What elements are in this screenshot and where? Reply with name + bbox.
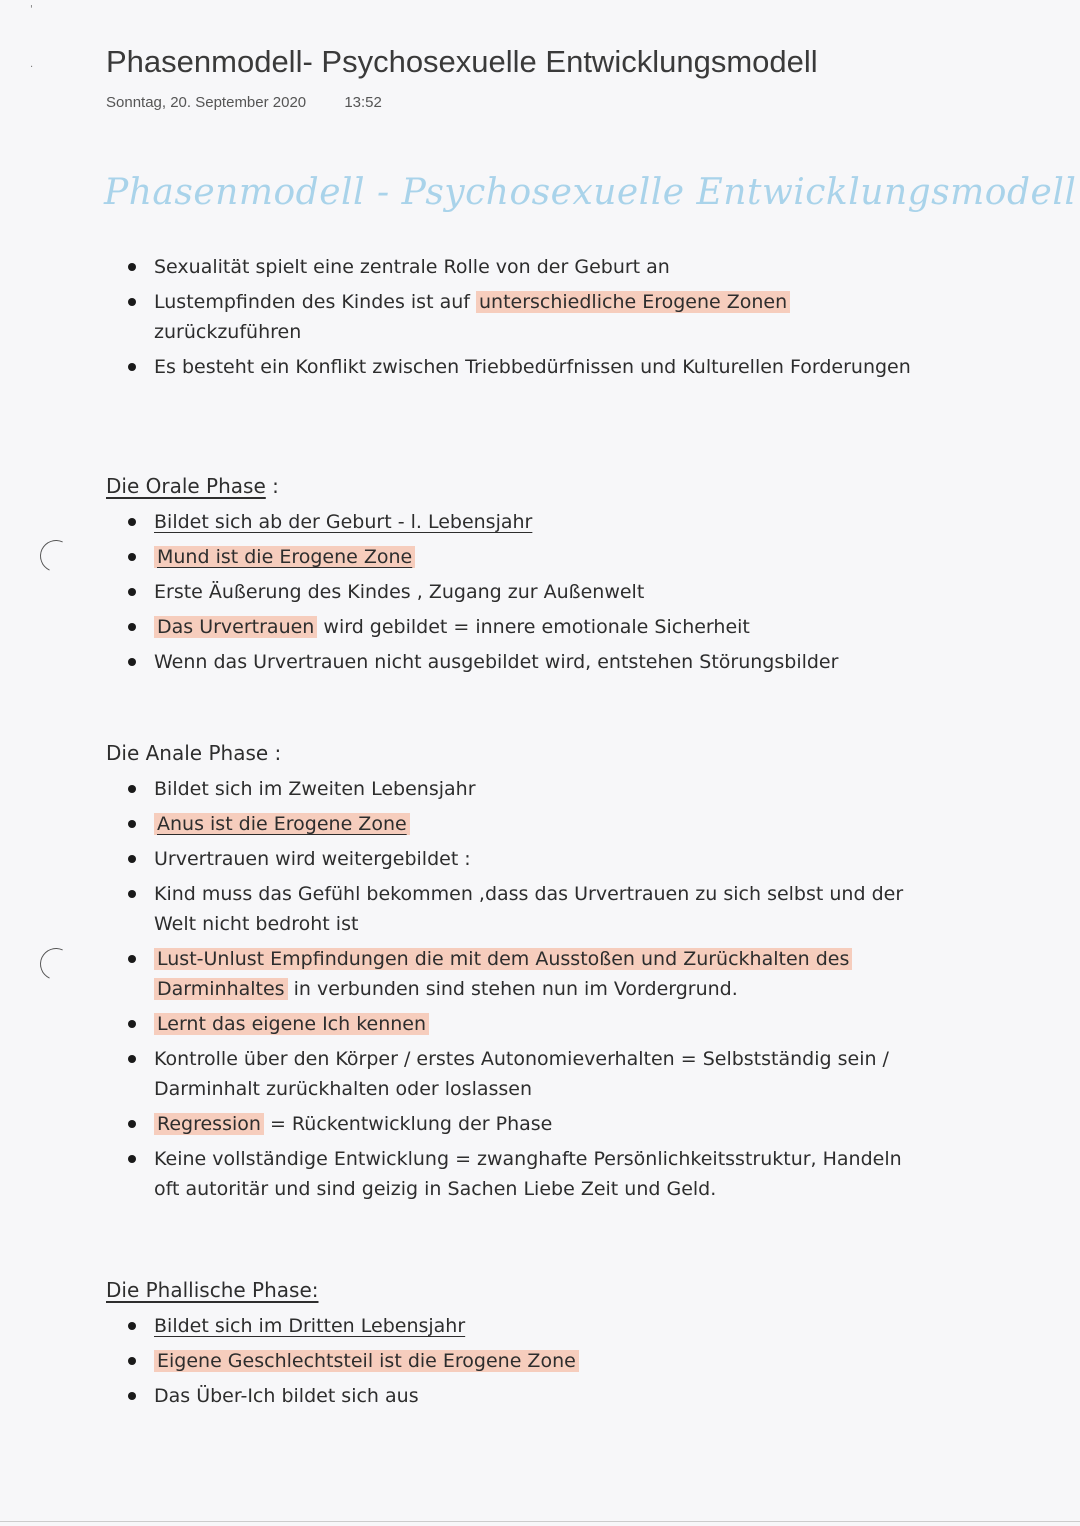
- punch-hole: [35, 943, 76, 984]
- highlight: Anus ist die Erogene Zone: [154, 813, 410, 835]
- edge-mark: ·: [30, 62, 34, 73]
- list-item: [106, 1109, 926, 1139]
- edge-mark: ': [30, 4, 33, 15]
- date-text: Sonntag, 20. September 2020: [106, 94, 307, 111]
- list-item: [106, 1144, 926, 1204]
- list-item-text: Bildet sich im Zweiten Lebensjahr: [154, 778, 476, 800]
- section-heading: [106, 1275, 926, 1305]
- phallic-phase-section: [106, 1275, 926, 1416]
- list-item: [106, 1044, 926, 1104]
- list-item: [106, 944, 926, 1004]
- list-item-text: = Rückentwicklung der Phase: [263, 1113, 553, 1135]
- list-item-text: Bildet sich im Dritten Lebensjahr: [154, 1315, 466, 1337]
- section-heading: Die Anale Phase :: [106, 741, 282, 765]
- list-item: [106, 507, 926, 537]
- page-title: Phasenmodell- Psychosexuelle Entwicklungsmodell: [106, 44, 818, 79]
- page-meta: [106, 94, 382, 111]
- highlight: Mund ist die Erogene Zone: [154, 546, 415, 568]
- page-edge: [0, 1521, 1080, 1522]
- heading-suffix: :: [265, 474, 279, 498]
- list-item: [106, 1009, 926, 1039]
- highlight: unterschiedliche Erogene Zonen: [476, 291, 790, 313]
- list-item-text: Urvertrauen wird weitergebildet :: [154, 848, 471, 870]
- list-item: [106, 287, 926, 347]
- list-item-text: Kind muss das Gefühl bekommen ,dass das Urvertrauen zu sich selbst und der Welt nicht bedroht ist: [154, 883, 904, 935]
- list-item: [106, 612, 926, 642]
- list-item: [106, 352, 926, 382]
- list-item-text: Das Über-Ich bildet sich aus: [154, 1385, 419, 1407]
- list-item-text: Bildet sich ab der Geburt - l. Lebensjahr: [154, 511, 533, 533]
- list-item: [106, 774, 926, 804]
- heading-text: Die Phallische Phase:: [106, 1278, 319, 1302]
- intro-list: [106, 252, 926, 382]
- list-item-text: Sexualität spielt eine zentrale Rolle von der Geburt an: [154, 256, 670, 278]
- anal-list: [106, 774, 926, 1204]
- list-item: [106, 1381, 926, 1411]
- list-item: [106, 809, 926, 839]
- list-item-text: Erste Äußerung des Kindes , Zugang zur Außenwelt: [154, 581, 645, 603]
- highlight: Lust-Unlust Empfindungen die mit dem Ausstoßen und Zurückhalten des Darminhaltes: [154, 948, 852, 1000]
- handwritten-title: Phasenmodell - Psychosexuelle Entwicklungsmodell: [104, 172, 1077, 213]
- list-item: [106, 844, 926, 874]
- list-item: [106, 252, 926, 282]
- list-item-text: wird gebildet = innere emotionale Sicherheit: [317, 616, 750, 638]
- list-item: [106, 1346, 926, 1376]
- list-item-text: Lustempfinden des Kindes ist auf: [154, 291, 476, 313]
- time-text: 13:52: [344, 94, 382, 111]
- list-item-text: Keine vollständige Entwicklung = zwanghafte Persönlichkeitsstruktur, Handeln oft autoritär und sind geizig in Sachen Liebe Zeit und Geld.: [154, 1148, 902, 1200]
- list-item-text: zurückzuführen: [154, 321, 302, 343]
- highlight: Regression: [154, 1113, 264, 1135]
- oral-phase-section: [106, 471, 926, 682]
- phallic-list: [106, 1311, 926, 1411]
- list-item: [106, 879, 926, 939]
- list-item-text: in verbunden sind stehen nun im Vordergrund.: [287, 978, 738, 1000]
- heading-text: Die Orale Phase: [106, 474, 266, 498]
- anal-phase-section: [106, 738, 926, 1209]
- list-item: [106, 542, 926, 572]
- oral-list: [106, 507, 926, 677]
- list-item: [106, 1311, 926, 1341]
- highlight: Das Urvertrauen: [154, 616, 317, 638]
- highlight: Lernt das eigene Ich kennen: [154, 1013, 429, 1035]
- highlight: Eigene Geschlechtsteil ist die Erogene Zone: [154, 1350, 579, 1372]
- punch-hole: [35, 535, 76, 576]
- intro-section: [106, 252, 926, 387]
- list-item: [106, 577, 926, 607]
- list-item-text: Kontrolle über den Körper / erstes Autonomieverhalten = Selbstständig sein / Darminhalt zurückhalten oder loslassen: [154, 1048, 889, 1100]
- list-item-text: Wenn das Urvertrauen nicht ausgebildet wird, entstehen Störungsbilder: [154, 651, 839, 673]
- list-item-text: Es besteht ein Konflikt zwischen Triebbedürfnissen und Kulturellen Forderungen: [154, 356, 911, 378]
- list-item: [106, 647, 926, 677]
- section-heading: [106, 471, 926, 501]
